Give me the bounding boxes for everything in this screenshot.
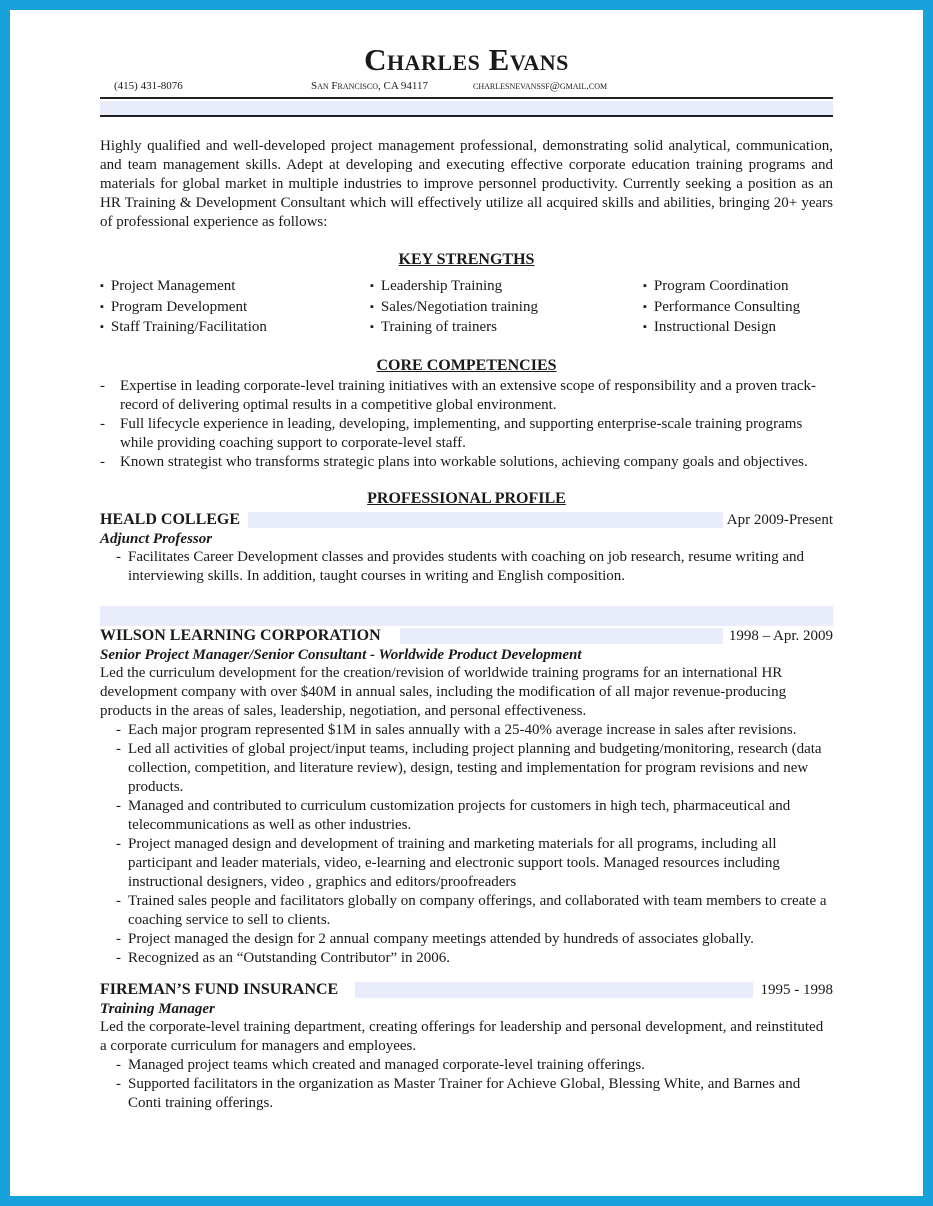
header-rule bbox=[100, 97, 833, 99]
competencies-list bbox=[100, 377, 833, 472]
list-item: - Managed and contributed to curriculum customization projects for customers in high tech, pharmaceutical and telecommunications as well as other industries. bbox=[100, 797, 833, 835]
candidate-name: Charles Evans bbox=[364, 42, 569, 77]
phone: (415) 431-8076 bbox=[114, 80, 183, 92]
strength-item: ▪ Training of trainers bbox=[370, 318, 643, 339]
list-item: - Supported facilitators in the organization as Master Trainer for Achieve Global, Blessing White, and Barnes and Conti training offerings. bbox=[100, 1075, 833, 1113]
resume-page bbox=[100, 20, 833, 1113]
list-item: - Project managed design and development of training and marketing materials for all programs, including all participant and leader materials, video, e-learning and electronic support tools. Managed resources including instructional designers, video , graphics and editors/proofreaders bbox=[100, 835, 833, 892]
job-header bbox=[100, 980, 833, 1000]
job-dates: Apr 2009-Present bbox=[726, 511, 833, 528]
job-header bbox=[100, 510, 833, 530]
strength-item: ▪ Project Management bbox=[100, 277, 370, 298]
company-name: WILSON LEARNING CORPORATION bbox=[100, 626, 381, 644]
location: San Francisco, CA 94117 bbox=[311, 80, 429, 92]
strength-item: ▪ Instructional Design bbox=[643, 318, 833, 339]
strength-item: ▪ Program Development bbox=[100, 298, 370, 319]
job-header bbox=[100, 626, 833, 646]
job-bullets bbox=[100, 548, 833, 586]
email: charlesnevanssf@gmail.com bbox=[473, 80, 608, 92]
job-bullets bbox=[100, 721, 833, 968]
list-item: - Managed project teams which created and managed corporate-level training offerings. bbox=[100, 1056, 833, 1075]
job-role: Adjunct Professor bbox=[100, 530, 213, 547]
job-role: Senior Project Manager/Senior Consultant - Worldwide Product Development bbox=[100, 646, 582, 663]
job-dates: 1998 – Apr. 2009 bbox=[728, 627, 833, 644]
list-item: - Expertise in leading corporate-level training initiatives with an extensive scope of responsibility and a proven track-record of delivering optimal results in a competitive global environment. bbox=[100, 377, 833, 415]
list-item: - Each major program represented $1M in sales annually with a 25-40% average increase in sales after revisions. bbox=[100, 721, 833, 740]
company-name: FIREMAN’S FUND INSURANCE bbox=[100, 980, 339, 998]
professional-profile-title: PROFESSIONAL PROFILE bbox=[367, 489, 566, 507]
contact-line bbox=[100, 80, 833, 96]
list-item: - Full lifecycle experience in leading, developing, implementing, and supporting enterprise-scale training programs while providing coaching support to corporate-level staff. bbox=[100, 415, 833, 453]
strength-item: ▪ Performance Consulting bbox=[643, 298, 833, 319]
job-heald bbox=[100, 510, 833, 586]
list-item: - Project managed the design for 2 annual company meetings attended by hundreds of associates globally. bbox=[100, 930, 833, 949]
summary: Highly qualified and well-developed project management professional, demonstrating solid analytical, communication, and team management skills. Adept at developing and executing effective corporate education training programs and materials for global market in multiple industries to improve personnel productivity. Currently seeking a position as an HR Training & Development Consultant which will effectively utilize all acquired skills and abilities, bringing 20+ years of professional experience as follows: bbox=[100, 138, 833, 230]
list-item: - Facilitates Career Development classes and provides students with coaching on job research, resume writing and interviewing skills. In addition, taught courses in writing and English composition. bbox=[100, 548, 833, 586]
core-competencies-title: CORE COMPETENCIES bbox=[376, 356, 557, 374]
list-item: - Recognized as an “Outstanding Contributor” in 2006. bbox=[100, 949, 833, 968]
strength-item: ▪ Program Coordination bbox=[643, 277, 833, 298]
list-item: - Trained sales people and facilitators globally on company offerings, and collaborated with team members to create a coaching service to sell to clients. bbox=[100, 892, 833, 930]
strength-item: ▪ Sales/Negotiation training bbox=[370, 298, 643, 319]
section-band bbox=[100, 606, 833, 626]
company-name: HEALD COLLEGE bbox=[100, 510, 241, 528]
list-item: - Known strategist who transforms strategic plans into workable solutions, achieving company goals and objectives. bbox=[100, 453, 833, 472]
job-intro: Led the curriculum development for the creation/revision of worldwide training programs for an international HR development company with over $40M in annual sales, including the modification of all major revenue-producing products in the areas of sales, leadership, negotiation, and personal effectiveness. bbox=[100, 664, 787, 719]
job-wilson bbox=[100, 626, 833, 968]
strength-item: ▪ Leadership Training bbox=[370, 277, 643, 298]
header-band bbox=[100, 101, 833, 117]
job-role: Training Manager bbox=[100, 1000, 215, 1017]
list-item: - Led all activities of global project/input teams, including project planning and budgeting/monitoring, research (data collection, competition, and literature review), design, testing and implementation for program revisions and new products. bbox=[100, 740, 833, 797]
job-bullets bbox=[100, 1056, 833, 1113]
key-strengths-grid bbox=[100, 277, 833, 339]
strength-item: ▪ Staff Training/Facilitation bbox=[100, 318, 370, 339]
job-dates: 1995 - 1998 bbox=[760, 981, 833, 998]
job-firemans bbox=[100, 980, 833, 1113]
job-intro: Led the corporate-level training department, creating offerings for leadership and personal development, and reinstituted a corporate curriculum for managers and employees. bbox=[100, 1018, 824, 1054]
key-strengths-title: KEY STRENGTHS bbox=[398, 251, 535, 268]
